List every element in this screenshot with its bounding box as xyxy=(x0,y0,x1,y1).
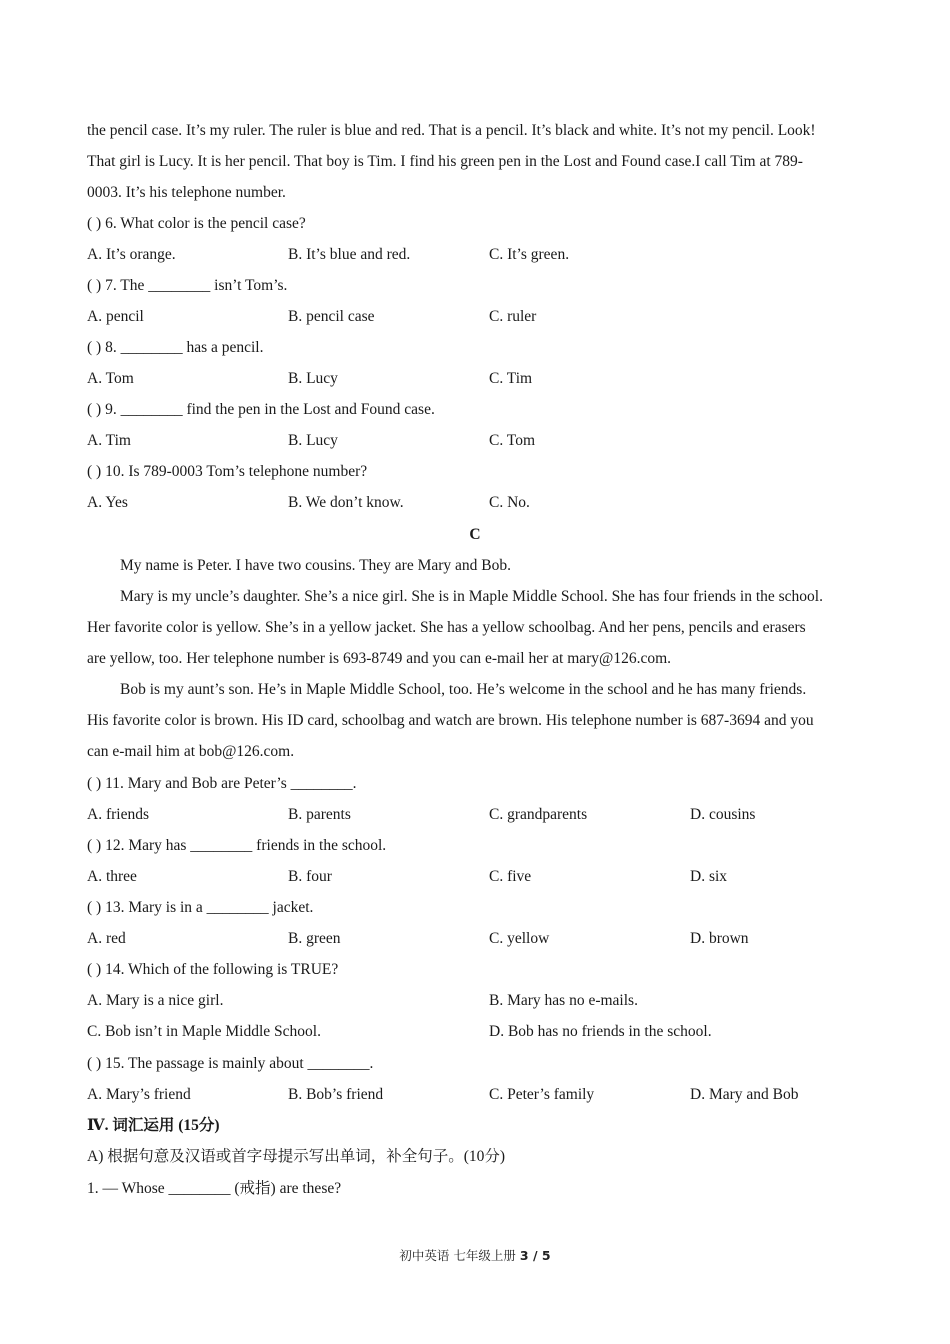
passage-c-line-4: are yellow, too. Her telephone number is 693-8749 and you can e-mail her at mary@126.com. xyxy=(87,650,672,667)
question-11: ( ) 11. Mary and Bob are Peter’s ________. xyxy=(87,775,357,792)
question-10: ( ) 10. Is 789-0003 Tom’s telephone number? xyxy=(87,463,368,480)
passage-b-line-3: 0003. It’s his telephone number. xyxy=(87,184,286,201)
passage-b-line-1: the pencil case. It’s my ruler. The ruler is blue and red. That is a pencil. It’s black and white. It’s not my pencil. Look! xyxy=(87,122,816,139)
question-9: ( ) 9. ________ find the pen in the Lost and Found case. xyxy=(87,401,435,418)
q14-option-a: A. Mary is a nice girl. xyxy=(87,992,224,1009)
question-8: ( ) 8. ________ has a pencil. xyxy=(87,339,264,356)
q13-option-c: C. yellow xyxy=(489,930,550,947)
passage-c-line-5: Bob is my aunt’s son. He’s in Maple Middle School, too. He’s welcome in the school and he has many friends. xyxy=(120,681,807,698)
q13-option-b: B. green xyxy=(288,930,341,947)
q6-option-a: A. It’s orange. xyxy=(87,246,176,263)
q10-option-c: C. No. xyxy=(489,494,530,511)
q15-option-b: B. Bob’s friend xyxy=(288,1086,384,1103)
passage-c-line-7: can e-mail him at bob@126.com. xyxy=(87,743,295,760)
q14-option-c: C. Bob isn’t in Maple Middle School. xyxy=(87,1023,321,1040)
q9-option-b: B. Lucy xyxy=(288,432,338,449)
footer-text: 初中英语 七年级上册 xyxy=(399,1248,516,1263)
q7-option-b: B. pencil case xyxy=(288,308,375,325)
q11-option-b: B. parents xyxy=(288,806,351,823)
q15-option-c: C. Peter’s family xyxy=(489,1086,595,1103)
question-12: ( ) 12. Mary has ________ friends in the school. xyxy=(87,837,387,854)
question-7: ( ) 7. The ________ isn’t Tom’s. xyxy=(87,277,288,294)
q9-option-c: C. Tom xyxy=(489,432,536,449)
q13-option-a: A. red xyxy=(87,930,126,947)
q10-option-b: B. We don’t know. xyxy=(288,494,404,511)
section-4a-question-1: 1. — Whose ________ (戒指) are these? xyxy=(87,1180,342,1197)
q11-option-d: D. cousins xyxy=(690,806,756,823)
question-13: ( ) 13. Mary is in a ________ jacket. xyxy=(87,899,314,916)
q8-option-b: B. Lucy xyxy=(288,370,338,387)
q12-option-b: B. four xyxy=(288,868,332,885)
q9-option-a: A. Tim xyxy=(87,432,131,449)
passage-b-line-2: That girl is Lucy. It is her pencil. That boy is Tim. I find his green pen in the Lost and Found case.I call Tim at 789- xyxy=(87,153,803,170)
section-4a-instruction: A) 根据句意及汉语或首字母提示写出单词，补全句子。(10分) xyxy=(87,1148,506,1165)
q8-option-a: A. Tom xyxy=(87,370,134,387)
passage-c-line-6: His favorite color is brown. His ID card, schoolbag and watch are brown. His telephone number is 687-3694 and you xyxy=(87,712,814,729)
question-14: ( ) 14. Which of the following is TRUE? xyxy=(87,961,339,978)
q10-option-a: A. Yes xyxy=(87,494,128,511)
passage-c-heading: C xyxy=(469,526,481,543)
q8-option-c: C. Tim xyxy=(489,370,533,387)
q6-option-c: C. It’s green. xyxy=(489,246,570,263)
q12-option-a: A. three xyxy=(87,868,137,885)
question-6: ( ) 6. What color is the pencil case? xyxy=(87,215,306,232)
q13-option-d: D. brown xyxy=(690,930,749,947)
q11-option-c: C. grandparents xyxy=(489,806,588,823)
q14-option-d: D. Bob has no friends in the school. xyxy=(489,1023,712,1040)
page-number: 3 / 5 xyxy=(519,1248,551,1263)
q14-option-b: B. Mary has no e-mails. xyxy=(489,992,638,1009)
q6-option-b: B. It’s blue and red. xyxy=(288,246,411,263)
q7-option-a: A. pencil xyxy=(87,308,144,325)
passage-c-line-2: Mary is my uncle’s daughter. She’s a nice girl. She is in Maple Middle School. She has four friends in the school. xyxy=(120,588,823,605)
q15-option-d: D. Mary and Bob xyxy=(690,1086,799,1103)
q11-option-a: A. friends xyxy=(87,806,149,823)
q12-option-d: D. six xyxy=(690,868,728,885)
passage-c-line-3: Her favorite color is yellow. She’s in a yellow jacket. She has a yellow schoolbag. And her pens, pencils and erasers xyxy=(87,619,806,636)
q12-option-c: C. five xyxy=(489,868,532,885)
question-15: ( ) 15. The passage is mainly about ________. xyxy=(87,1055,374,1072)
section-4-title: Ⅳ. 词汇运用 (15分) xyxy=(87,1117,220,1134)
q15-option-a: A. Mary’s friend xyxy=(87,1086,191,1103)
q7-option-c: C. ruler xyxy=(489,308,537,325)
page-footer xyxy=(0,1246,950,1264)
passage-c-line-1: My name is Peter. I have two cousins. They are Mary and Bob. xyxy=(120,557,512,574)
